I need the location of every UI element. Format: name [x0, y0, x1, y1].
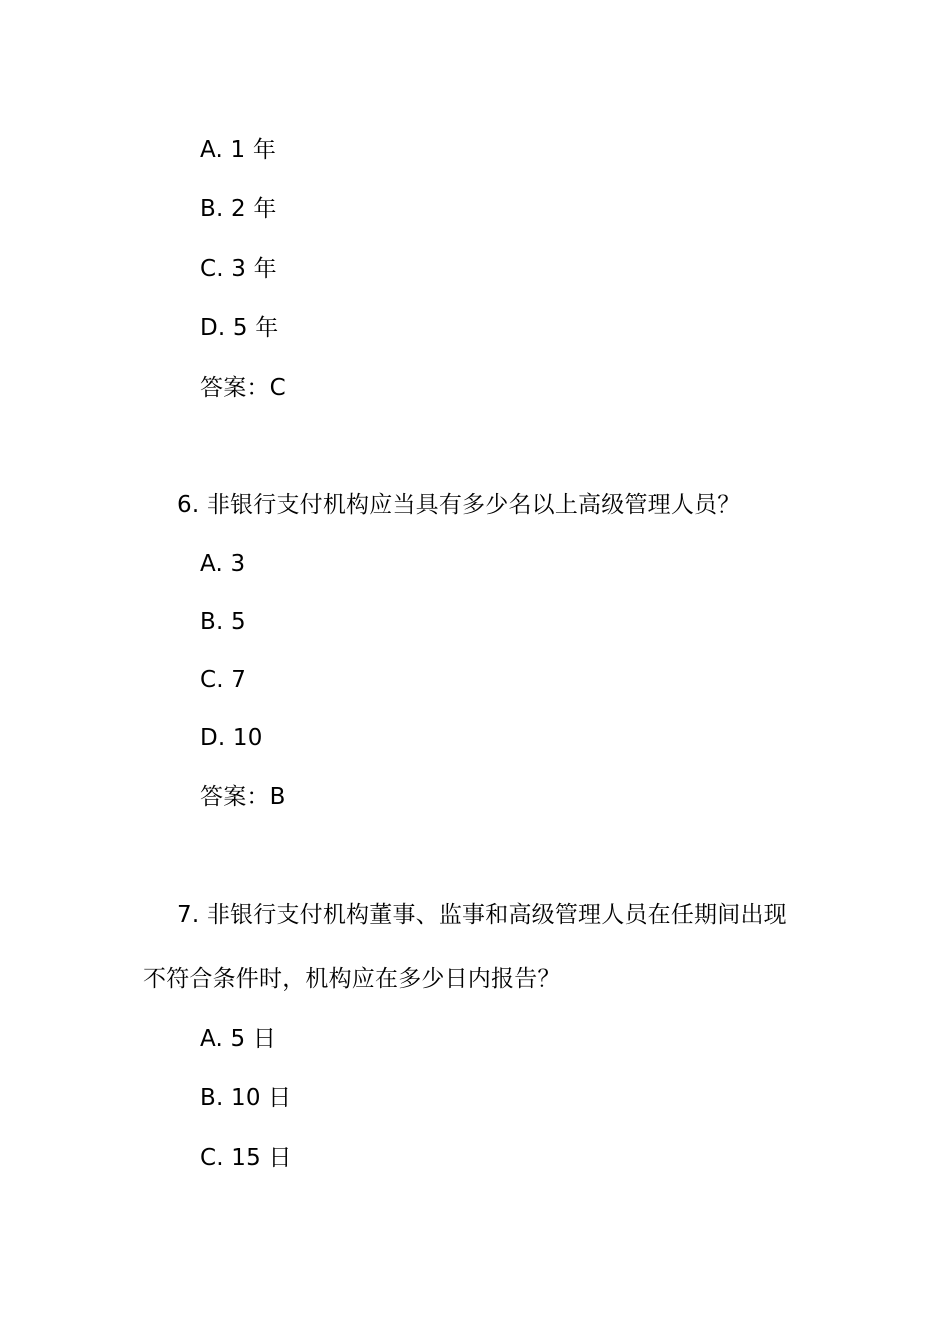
- q6-option-d: D. 10: [200, 725, 263, 751]
- q6-answer: 答案：B: [200, 784, 286, 810]
- question-7-text-line1: 7. 非银行支付机构董事、监事和高级管理人员在任期间出现: [177, 902, 787, 928]
- q7-option-c: C. 15 日: [200, 1145, 292, 1171]
- prev-option-a: A. 1 年: [200, 137, 277, 163]
- prev-answer: 答案：C: [200, 375, 286, 401]
- q6-option-b: B. 5: [200, 609, 246, 635]
- q7-option-a: A. 5 日: [200, 1026, 277, 1052]
- question-6-text: 6. 非银行支付机构应当具有多少名以上高级管理人员？: [177, 492, 741, 518]
- q6-option-a: A. 3: [200, 551, 246, 577]
- question-7-text-line2: 不符合条件时，机构应在多少日内报告？: [143, 966, 561, 992]
- q6-option-c: C. 7: [200, 667, 247, 693]
- q7-option-b: B. 10 日: [200, 1085, 292, 1111]
- prev-option-d: D. 5 年: [200, 315, 279, 341]
- prev-option-b: B. 2 年: [200, 196, 277, 222]
- prev-option-c: C. 3 年: [200, 256, 277, 282]
